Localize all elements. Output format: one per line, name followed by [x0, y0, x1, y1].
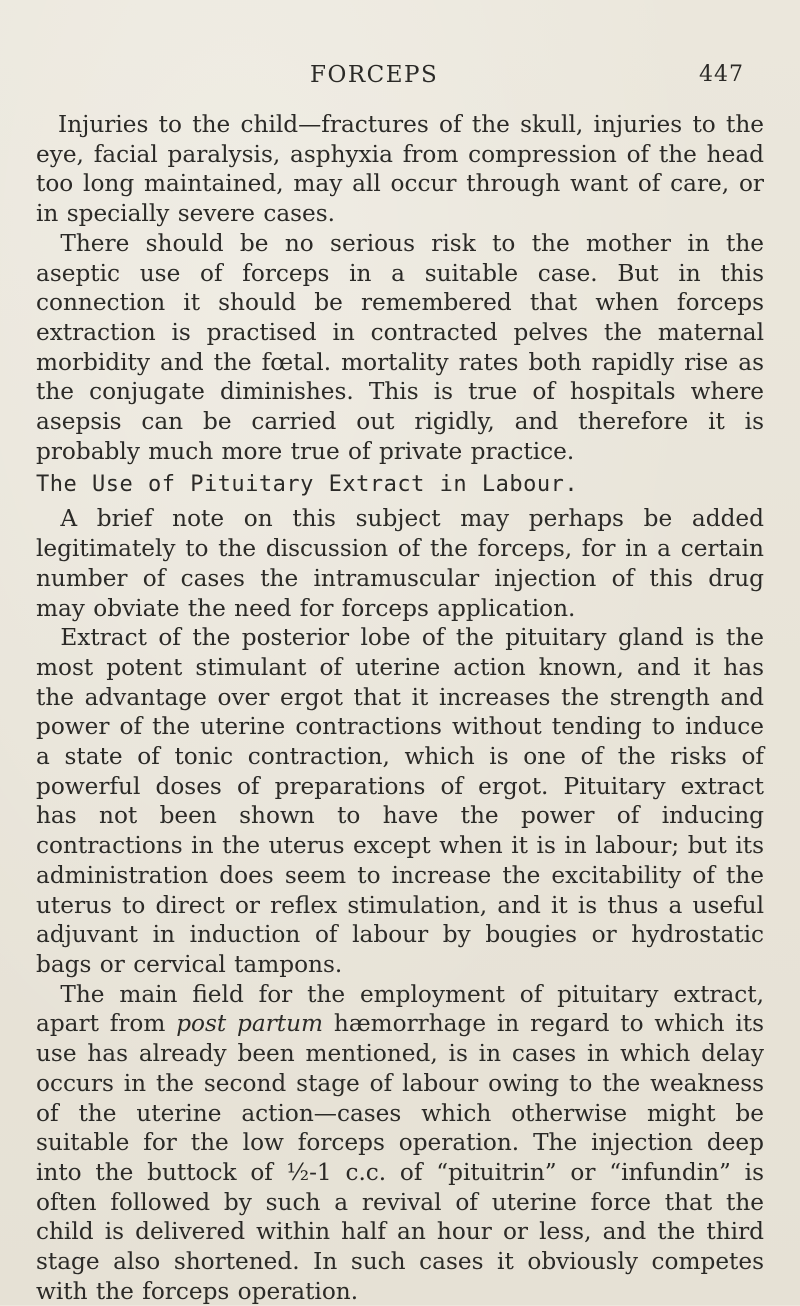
running-title: FORCEPS: [310, 62, 439, 88]
paragraph-main-field: [36, 980, 764, 1306]
page-number: 447: [699, 62, 744, 87]
paragraph-main-field-end: hæmorrhage in regard to which its use has already been mentioned, is in cases in which delay occurs in the second stage of labour owing to the weakness of the uterine action—cases which otherwise might be suitable for the low forceps operation. The injection deep into the buttock of ½-1 c.c. of “pituitrin” or “infundin” is often followed by such a revival of uterine force that the child is delivered within half an hour or less, and the third stage also shortened. In such cases it obviously competes with the forceps operation.: [36, 1010, 765, 1305]
italic-post-partum: post partum: [176, 1010, 324, 1038]
running-head: [0, 62, 800, 94]
body-text: [36, 110, 764, 1306]
paragraph-child-injuries: Injuries to the child—fractures of the skull, injuries to the eye, facial paralysis, asphyxia from compression of the head too long maintained, may all occur through want of care, or in specially severe cases.: [36, 111, 764, 228]
paragraph-extract-posterior-lobe: Extract of the posterior lobe of the pituitary gland is the most potent stimulant of uterine action known, and it has the advantage over ergot that it increases the strength and power of the uterine contractions without tending to induce a state of tonic contraction, which is one of the risks of powerful doses of preparations of ergot. Pituitary extract has not been shown to have the power of inducing contractions in the uterus except when it is in labour; but its administration does seem to increase the excitability of the uterus to direct or reflex stimulation, and it is thus a useful adjuvant in induction of labour by bougies or hydrostatic bags or cervical tampons.: [36, 624, 764, 978]
section-heading: The Use of Pituitary Extract in Labour.: [36, 472, 579, 498]
paragraph-main-field-start: The main field for the employment of pituitary extract, apart from: [36, 980, 764, 1038]
paragraph-brief-note: A brief note on this subject may perhaps be added legitimately to the discussion of the forceps, for in a certain number of cases the intramuscular injection of this drug may obviate the need for forceps application.: [36, 505, 764, 622]
paragraph-maternal-risk: There should be no serious risk to the mother in the aseptic use of forceps in a suitable case. But in this connection it should be remembered that when forceps extraction is practised in contracted pelves the maternal morbidity and the fœtal. mortality rates both rapidly rise as the conjugate diminishes. This is true of hospitals where asepsis can be carried out rigidly, and therefore it is probably much more true of private practice.: [36, 229, 764, 465]
